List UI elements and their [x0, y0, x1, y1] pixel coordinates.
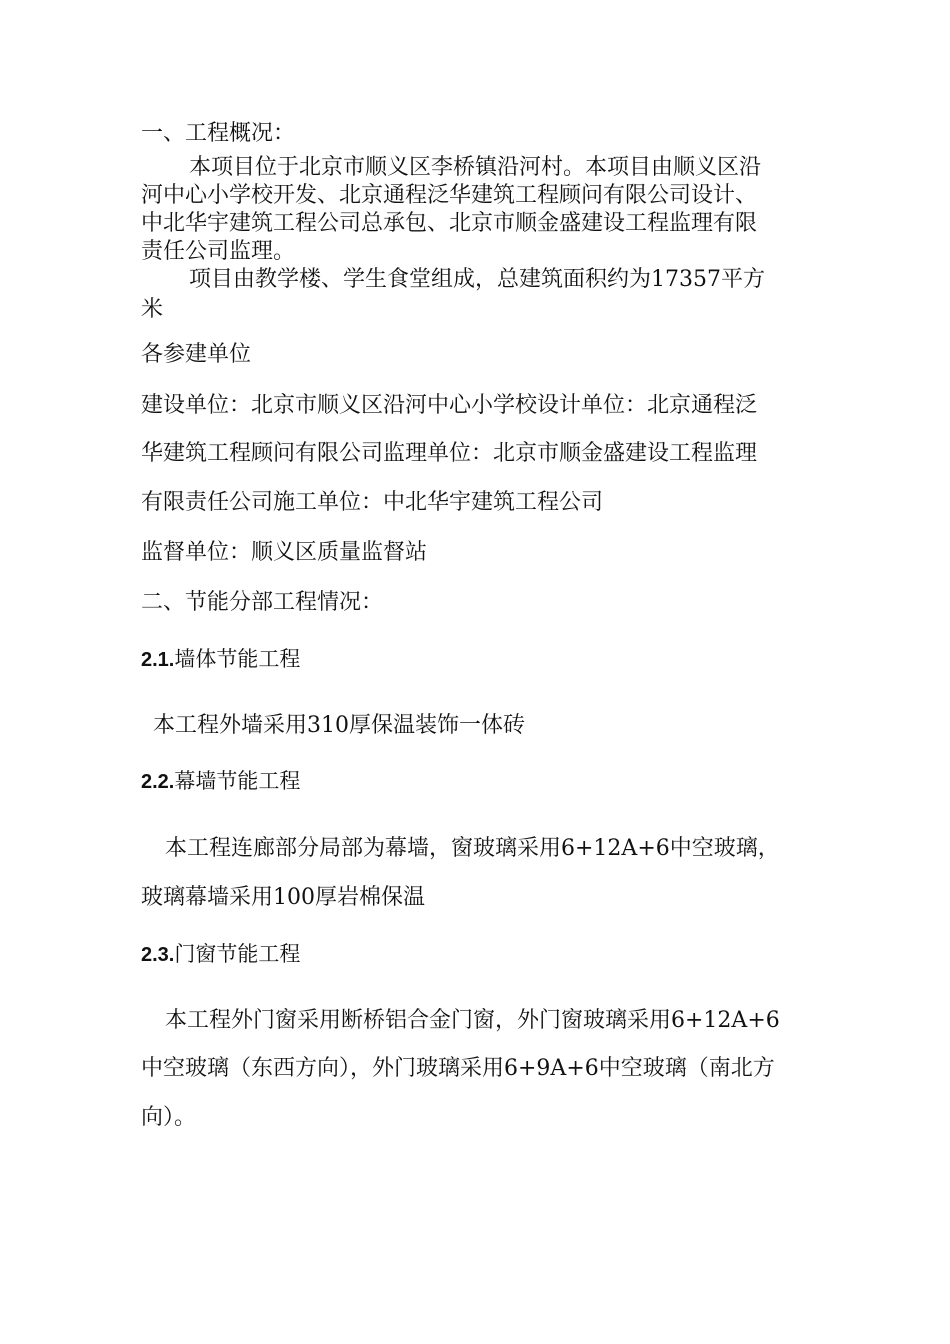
para1-line2: 河中心小学校开发、北京通程泛华建筑工程顾问有限公司设计、	[141, 183, 758, 208]
subsection-2-1-title: 墙体节能工程	[174, 647, 301, 671]
para1-line3: 中北华宇建筑工程公司总承包、北京市顺金盛建设工程监理有限	[141, 211, 758, 236]
subsection-2-3-number: 2.3.	[141, 944, 175, 966]
subsection-2-2-number: 2.2.	[141, 771, 175, 793]
section1-heading: 一、工程概况：	[141, 121, 296, 146]
subsection-2-3-heading	[141, 941, 300, 968]
subsection-2-1-number: 2.1.	[141, 649, 175, 671]
para2-line2: 米	[141, 297, 164, 322]
units-line1: 建设单位：北京市顺义区沿河中心小学校设计单位：北京通程泛	[141, 393, 758, 418]
subsection-2-3-title: 门窗节能工程	[174, 942, 301, 966]
subsection-2-3-line1: 本工程外门窗采用断桥铝合金门窗，外门窗玻璃采用6+12A+6	[165, 1008, 780, 1033]
para2-line1: 项目由教学楼、学生食堂组成，总建筑面积约为17357平方	[189, 267, 765, 292]
subsection-2-3-line3: 向）。	[141, 1105, 197, 1130]
subsection-2-2-line2: 玻璃幕墙采用100厚岩棉保温	[141, 885, 425, 910]
units-line3: 有限责任公司施工单位：中北华宇建筑工程公司	[141, 490, 604, 515]
para1-line1: 本项目位于北京市顺义区李桥镇沿河村。本项目由顺义区沿	[189, 155, 762, 180]
units-line4: 监督单位：顺义区质量监督站	[141, 540, 428, 565]
units-heading: 各参建单位	[141, 342, 252, 367]
subsection-2-3-line2: 中空玻璃（东西方向），外门玻璃采用6+9A+6中空玻璃（南北方	[141, 1056, 775, 1081]
subsection-2-2-line1: 本工程连廊部分局部为幕墙，窗玻璃采用6+12A+6中空玻璃，	[165, 836, 780, 861]
para1-line4: 责任公司监理。	[141, 239, 296, 264]
subsection-2-2-title: 幕墙节能工程	[174, 769, 301, 793]
subsection-2-1-heading	[141, 646, 300, 673]
subsection-2-2-heading	[141, 768, 300, 795]
section2-heading: 二、节能分部工程情况：	[141, 590, 384, 615]
units-line2: 华建筑工程顾问有限公司监理单位：北京市顺金盛建设工程监理	[141, 441, 758, 466]
subsection-2-1-text: 本工程外墙采用310厚保温装饰一体砖	[153, 713, 525, 738]
